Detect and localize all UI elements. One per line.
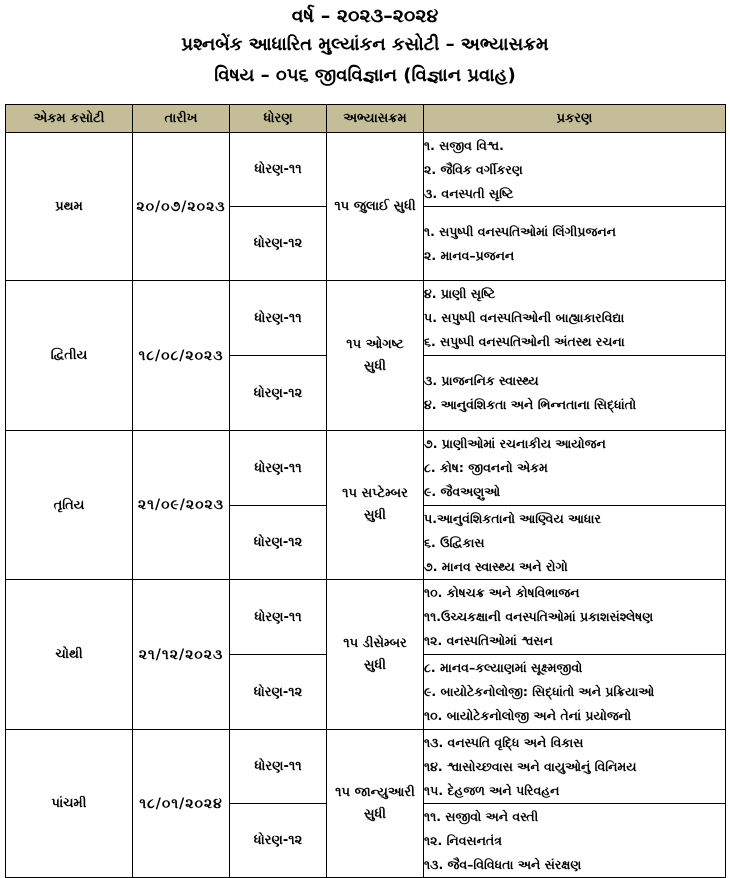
- chapters-std-12: [424, 655, 726, 730]
- standard-11: ધોરણ-૧૧: [230, 730, 327, 804]
- chapter-item: ૧૫. દેહજળ અને પરિવહન: [424, 782, 560, 798]
- chapters-std-11: [424, 133, 726, 207]
- syllabus-till-line: ૧૫ ડીસેમ્બર: [343, 635, 407, 651]
- chapter-item: ૧૨. નિવસનતંત્ર: [424, 832, 502, 848]
- chapters-std-11: [424, 281, 726, 356]
- chapter-item: ૭. પ્રાણીઓમાં રચનાકીય આયોજન: [424, 436, 606, 451]
- standard-11: ધોરણ-૧૧: [230, 133, 327, 207]
- standard-11: ધોરણ-૧૧: [230, 580, 327, 655]
- chapters-std-11: [424, 431, 726, 506]
- chapter-item: ૧૦. બાયોટેકનોલોજી અને તેનાં પ્રયોજનો: [424, 708, 632, 723]
- academic-year: વર્ષ – ૨૦૨૩–૨૦૨૪: [291, 5, 439, 27]
- chapter-item: ૧૦. કોષચક્ર અને કોષવિભાજન: [424, 585, 580, 600]
- test-date: ૨૧/૧૨/૨૦૨૩: [133, 580, 230, 730]
- standard-11: ધોરણ-૧૧: [230, 431, 327, 506]
- chapter-item: ૧૧.ઉચ્ચકક્ષાની વનસ્પતિઓમાં પ્રકાશસંશ્લેષણ: [424, 609, 654, 624]
- chapters-std-11: [424, 580, 726, 655]
- syllabus-till: [327, 580, 424, 730]
- table-header-row: [6, 105, 726, 133]
- chapter-item: ૪. પ્રાણી સૃષ્ટિ: [424, 286, 496, 301]
- syllabus-table: [5, 104, 726, 878]
- table-row: [6, 580, 726, 655]
- test-name: પાંચમી: [6, 730, 133, 878]
- column-header-syllabus: અભ્યાસક્રમ: [327, 105, 424, 133]
- syllabus-till-line: સુધી: [363, 358, 387, 374]
- chapter-item: ૩. વનસ્પતી સૃષ્ટિ: [424, 185, 514, 201]
- chapter-item: ૧. સપુષ્પી વનસ્પતિઓમાં લિંગીપ્રજનન: [424, 223, 616, 239]
- syllabus-till-line: સુધી: [363, 806, 387, 822]
- standard-11: ધોરણ-૧૧: [230, 281, 327, 356]
- chapter-item: ૮. માનવ–કલ્યાણમાં સૂક્ષ્મજીવો: [424, 660, 583, 675]
- column-header-standard: ધોરણ: [230, 105, 327, 133]
- chapter-item: ૨. જૈવિક વર્ગીકરણ: [424, 161, 523, 177]
- syllabus-till: [327, 431, 424, 580]
- chapter-item: ૯. જૈવઅણુઓ: [424, 484, 501, 499]
- chapter-item: ૧૧. સજીવો અને વસ્તી: [424, 808, 539, 824]
- column-header-date: તારીખ: [133, 105, 230, 133]
- syllabus-till-line: સુધી: [363, 657, 387, 673]
- chapter-item: ૨. માનવ–પ્રજનન: [424, 247, 515, 263]
- chapter-item: ૫.આનુવંશિકતાનો આણ્વિય આધાર: [424, 510, 601, 526]
- subject-line: વિષય – ૦૫૬ જીવવિજ્ઞાન (વિજ્ઞાન પ્રવાહ): [214, 65, 516, 86]
- chapter-item: ૩. પ્રાજનનિક સ્વાસ્થ્ય: [424, 373, 539, 388]
- syllabus-till: [327, 730, 424, 878]
- chapters-std-12: [424, 207, 726, 281]
- document-title: પ્રશ્નબેંક આધારિત મુલ્યાંકન કસોટી – અભ્યાસક્રમ: [181, 34, 549, 55]
- chapter-item: ૧૪. શ્વાસોચ્છવાસ અને વાયુઓનું વિનિમય: [424, 758, 637, 774]
- document-header: [0, 4, 730, 88]
- chapter-item: ૯. બાયોટેકનોલોજી: સિદ્ધાંતો અને પ્રક્રિયાઓ: [424, 684, 655, 699]
- chapter-item: ૮. કોષ: જીવનનો એકમ: [424, 460, 548, 475]
- syllabus-till-line: ૧૫ જુલાઈ સુધી: [334, 198, 416, 214]
- table-row: [6, 281, 726, 356]
- chapter-item: ૫. સપુષ્પી વનસ્પતિઓની બાહ્યાકારવિદ્યા: [424, 310, 625, 325]
- chapters-std-11: [424, 730, 726, 804]
- standard-12: ધોરણ-૧૨: [230, 655, 327, 730]
- table-row: [6, 431, 726, 506]
- test-name: પ્રથમ: [6, 133, 133, 281]
- test-date: ૨૧/૦૯/૨૦૨૩: [133, 431, 230, 580]
- test-name: ચોથી: [6, 580, 133, 730]
- test-name: દ્વિતીય: [6, 281, 133, 431]
- column-header-test: એકમ કસોટી: [6, 105, 133, 133]
- standard-12: ધોરણ-૧૨: [230, 506, 327, 580]
- syllabus-till-line: ૧૫ સપ્ટેમ્બર: [342, 486, 408, 501]
- chapter-item: ૬. ઉદ્વિકાસ: [424, 534, 485, 550]
- syllabus-till-line: ૧૫ જાન્યુઆરી: [335, 784, 415, 800]
- table-body: [6, 133, 726, 878]
- chapter-item: ૬. સપુષ્પી વનસ્પતિઓની અંતસ્થ રચના: [424, 334, 625, 349]
- chapter-item: ૪. આનુવંશિકતા અને ભિન્નતાના સિદ્ધાંતો: [424, 397, 637, 412]
- test-date: ૨૦/૦૭/૨૦૨૩: [133, 133, 230, 281]
- test-date: ૧૮/૦૧/૨૦૨૪: [133, 730, 230, 878]
- standard-12: ધોરણ-૧૨: [230, 804, 327, 878]
- standard-12: ધોરણ-૧૨: [230, 207, 327, 281]
- syllabus-till: [327, 133, 424, 281]
- chapters-std-12: [424, 804, 726, 878]
- chapter-item: ૧૨. વનસ્પતિઓમાં શ્વસન: [424, 633, 553, 648]
- table-row: [6, 133, 726, 207]
- chapters-std-12: [424, 506, 726, 580]
- test-name: તૃતિય: [6, 431, 133, 580]
- chapter-item: ૭. માનવ સ્વાસ્થ્ય અને રોગો: [424, 558, 568, 574]
- chapter-item: ૧૩. જૈવ–વિવિધતા અને સંરક્ષણ: [424, 856, 582, 872]
- syllabus-till-line: સુધી: [363, 508, 387, 523]
- syllabus-till-line: ૧૫ ઓગષ્ટ: [346, 336, 404, 352]
- test-date: ૧૮/૦૮/૨૦૨૩: [133, 281, 230, 431]
- table-row: [6, 730, 726, 804]
- standard-12: ધોરણ-૧૨: [230, 356, 327, 431]
- chapters-std-12: [424, 356, 726, 431]
- column-header-chapters: પ્રકરણ: [424, 105, 726, 133]
- syllabus-till: [327, 281, 424, 431]
- chapter-item: ૧. સજીવ વિશ્વ.: [424, 137, 504, 153]
- chapter-item: ૧૩. વનસ્પતિ વૃદ્ધિ અને વિકાસ: [424, 734, 584, 750]
